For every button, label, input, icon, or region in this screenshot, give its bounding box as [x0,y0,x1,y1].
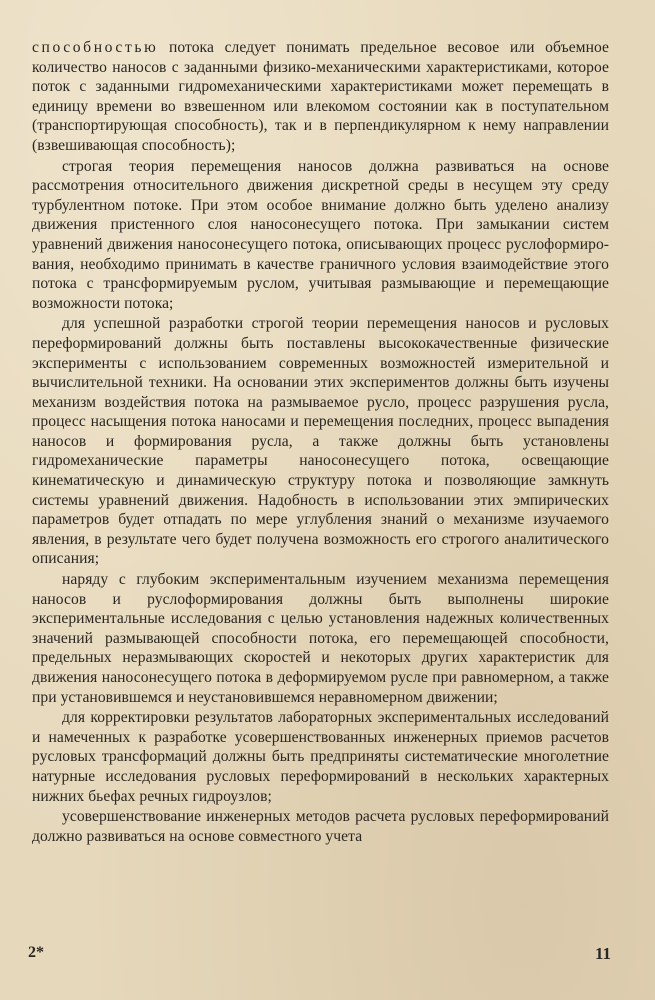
body-text [32,38,609,847]
paragraph-5: для корректировки результатов лабораторных экспериментальных исследований и намеченных к разработке усовершенствованных инженерных приемов расчетов русловых трансформаций должны быть предприняты систематические многолетние натурные исследования русловых переформирований в нескольких характерных нижних бьефах речных гидроузлов; [32,709,609,805]
paragraph-1 [32,38,609,156]
paragraph-4: наряду с глубоким экспериментальным изучением механизма перемещения наносов и руслоформирования должны быть выполнены широкие экспериментальные исследования с целью установления надежных количественных значений размывающей способности потока, его перемещающей способности, предельных неразмывающих скоростей и некоторых других характеристик для движения наносонесущего потока в деформируемом русле при равномерном, а также при установившемся и неустановившемся неравномерном движении; [32,571,609,706]
paragraph-2: строгая теория перемещения наносов должна развиваться на основе рассмотрения относительного движения дискретной среды в несущем эту среду турбулентном потоке. При этом особое внимание должно быть уделено анализу движения пристенного слоя наносонесущего потока. При замыкании систем уравнений движения наносонесущего потока, описывающих процесс руслоформирования, необходимо принимать в качестве граничного условия взаимодействие этого потока с трансформируемым руслом, учитывая размывающие и перемещающие возможности потока; [32,157,609,312]
spaced-lead-word: способностью [32,39,159,56]
signature-mark: 2* [28,944,44,961]
paragraph-3: для успешной разработки строгой теории перемещения наносов и русловых переформирований должны быть поставлены высококачественные физические эксперименты с использованием современных возможностей измерительной и вычислительной техники. На основании этих экспериментов должны быть изучены механизм воздействия потока на размываемое русло, процесс разрушения русла, процесс насыщения потока наносами и перемещения последних, процесс выпадения наносов и формирования русла, а также должны быть установлены гидромеханические параметры наносонесущего потока, освещающие кинематическую и динамическую структуру потока и позволяющие замкнуть системы уравнений движения. Надобность в использовании этих эмпирических параметров будет отпадать по мере углубления знаний о механизме изучаемого явления, в результате чего будет получена возможность его строгого аналитического описания; [32,315,609,568]
paragraph-1-text: потока следует понимать предельное весовое или объемное количество наносов с заданными физико-механическими характеристиками, которое поток с заданными гидромеханическими характеристиками может перемещать в единицу времени во взвешенном или влекомом состоянии как в поступательном (транспортирующая способность), так и в перпендикулярном к нему направлении (взвешивающая способность); [32,39,609,154]
page-number: 11 [594,944,611,963]
paragraph-6: усовершенствование инженерных методов расчета русловых переформирований должно развиваться на основе совместного учета [32,808,609,845]
